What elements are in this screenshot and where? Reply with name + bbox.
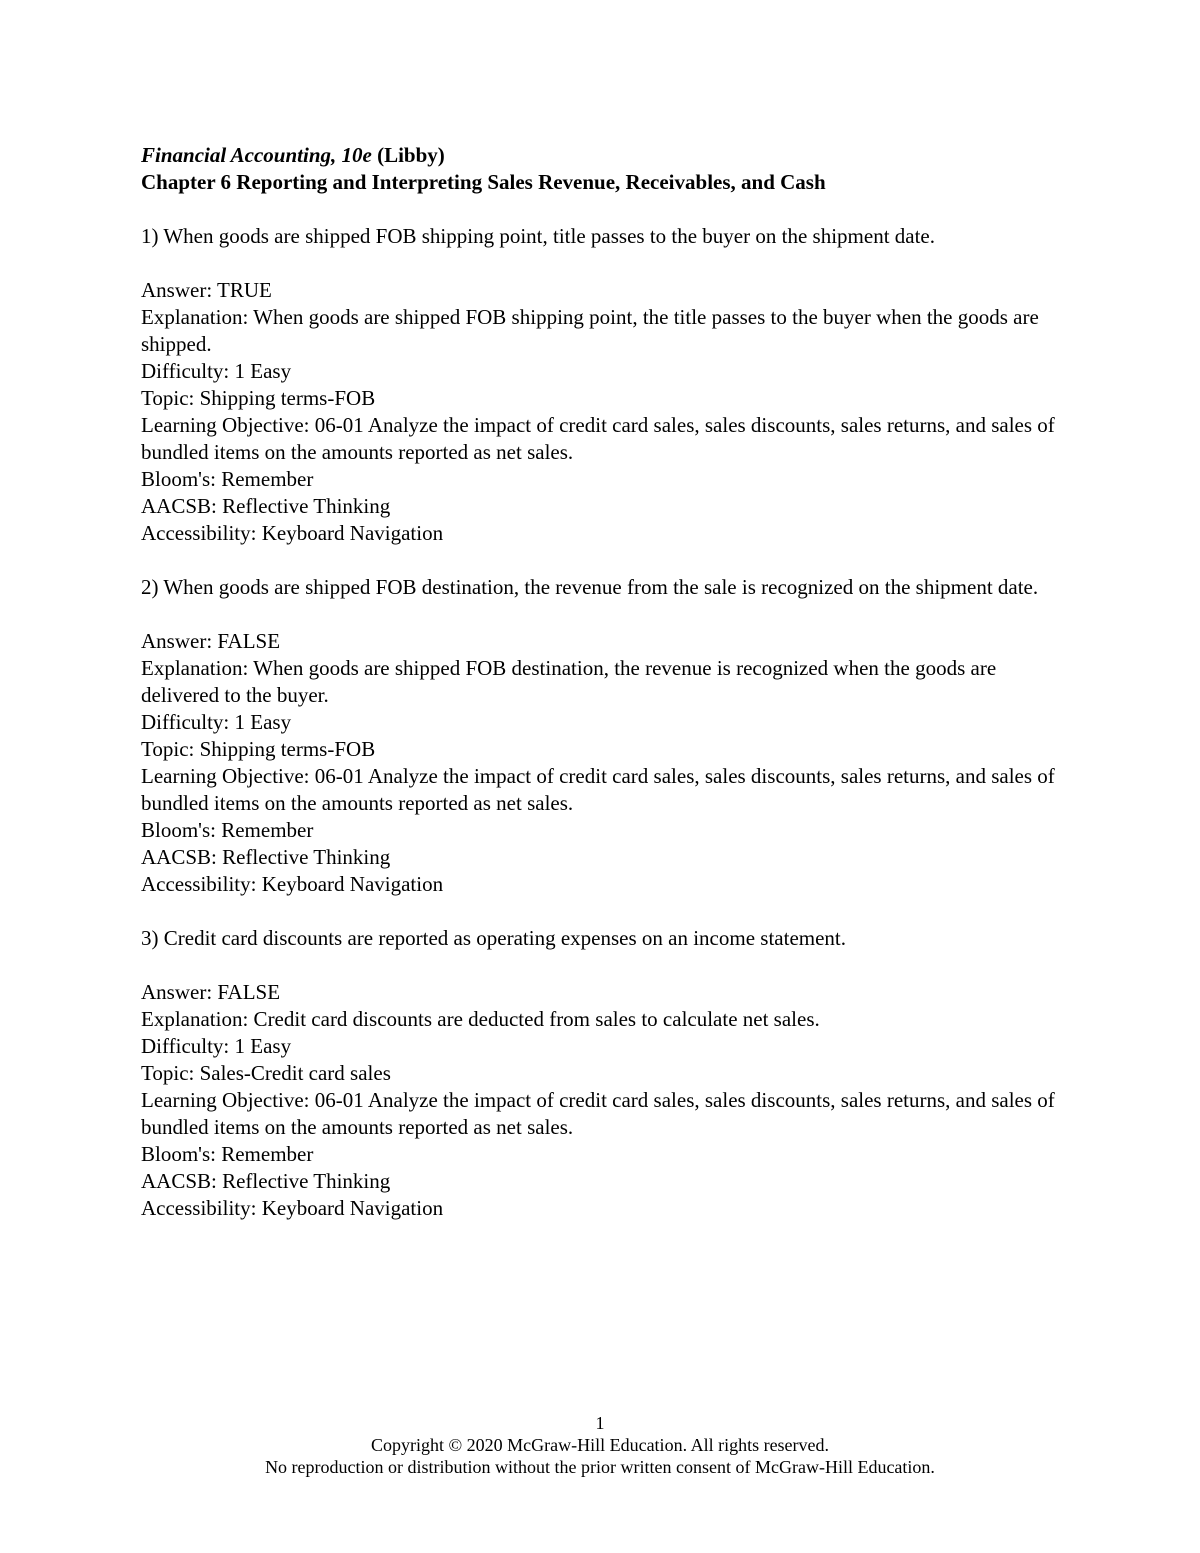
- explanation-line: Explanation: When goods are shipped FOB destination, the revenue is recognized when the goods are delivered to the buyer.: [141, 656, 997, 707]
- answer-line: Answer: FALSE: [141, 980, 281, 1004]
- book-title-line: [141, 142, 1066, 169]
- question-block: [141, 574, 1066, 898]
- question-block: [141, 925, 1066, 1222]
- difficulty-line: Difficulty: 1 Easy: [141, 359, 292, 383]
- learning-objective-line: Learning Objective: 06-01 Analyze the impact of credit card sales, sales discounts, sales returns, and sales of bundled items on the amounts reported as net sales.: [141, 413, 1055, 464]
- accessibility-line: Accessibility: Keyboard Navigation: [141, 872, 444, 896]
- topic-line: Topic: Sales-Credit card sales: [141, 1061, 391, 1085]
- blooms-line: Bloom's: Remember: [141, 1142, 314, 1166]
- topic-line: Topic: Shipping terms-FOB: [141, 737, 376, 761]
- difficulty-line: Difficulty: 1 Easy: [141, 710, 292, 734]
- blooms-line: Bloom's: Remember: [141, 467, 314, 491]
- answer-line: Answer: FALSE: [141, 629, 281, 653]
- accessibility-line: Accessibility: Keyboard Navigation: [141, 521, 444, 545]
- chapter-title: Chapter 6 Reporting and Interpreting Sales Revenue, Receivables, and Cash: [141, 170, 826, 194]
- question-text: 3) Credit card discounts are reported as operating expenses on an income statement.: [141, 926, 847, 950]
- page-number: 1: [595, 1413, 605, 1433]
- learning-objective-line: Learning Objective: 06-01 Analyze the impact of credit card sales, sales discounts, sales returns, and sales of bundled items on the amounts reported as net sales.: [141, 764, 1055, 815]
- aacsb-line: AACSB: Reflective Thinking: [141, 494, 391, 518]
- topic-line: Topic: Shipping terms-FOB: [141, 386, 376, 410]
- explanation-line: Explanation: Credit card discounts are deducted from sales to calculate net sales.: [141, 1007, 820, 1031]
- question-text: 1) When goods are shipped FOB shipping point, title passes to the buyer on the shipment date.: [141, 224, 936, 248]
- answer-line: Answer: TRUE: [141, 278, 272, 302]
- page-content: [141, 142, 1066, 1249]
- aacsb-line: AACSB: Reflective Thinking: [141, 1169, 391, 1193]
- aacsb-line: AACSB: Reflective Thinking: [141, 845, 391, 869]
- explanation-line: Explanation: When goods are shipped FOB shipping point, the title passes to the buyer when the goods are shipped.: [141, 305, 1039, 356]
- blooms-line: Bloom's: Remember: [141, 818, 314, 842]
- accessibility-line: Accessibility: Keyboard Navigation: [141, 1196, 444, 1220]
- difficulty-line: Difficulty: 1 Easy: [141, 1034, 292, 1058]
- book-title: Financial Accounting, 10e: [141, 143, 372, 167]
- page-footer: [0, 1412, 1200, 1478]
- question-text: 2) When goods are shipped FOB destination, the revenue from the sale is recognized on the shipment date.: [141, 575, 1039, 599]
- question-block: [141, 223, 1066, 547]
- learning-objective-line: Learning Objective: 06-01 Analyze the impact of credit card sales, sales discounts, sales returns, and sales of bundled items on the amounts reported as net sales.: [141, 1088, 1055, 1139]
- copyright-notice: Copyright © 2020 McGraw-Hill Education. All rights reserved.: [370, 1435, 830, 1455]
- book-author: (Libby): [371, 143, 445, 167]
- reproduction-notice: No reproduction or distribution without the prior written consent of McGraw-Hill Education.: [265, 1457, 935, 1477]
